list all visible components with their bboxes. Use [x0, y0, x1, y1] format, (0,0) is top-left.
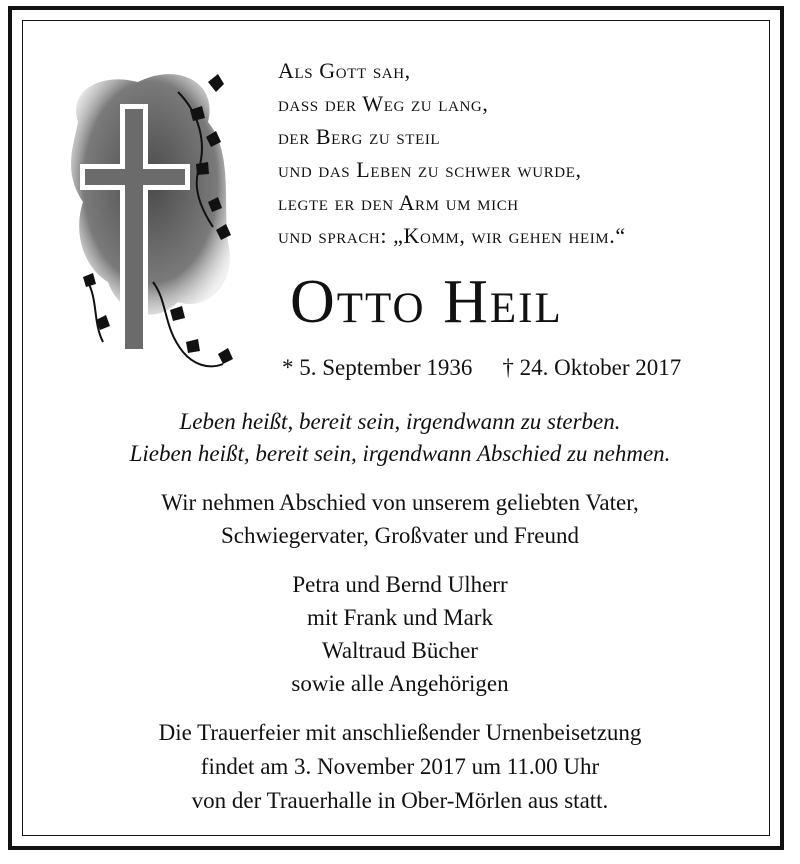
intro-line: Wir nehmen Abschied von unserem geliebten Vater,	[161, 490, 639, 515]
funeral-line: Die Trauerfeier mit anschließender Urnenbeisetzung	[158, 720, 642, 745]
death-date: † 24. Oktober 2017	[502, 355, 682, 380]
mourner-line: Waltraud Bücher	[322, 638, 478, 663]
poem-line: dass der Weg zu lang,	[278, 91, 489, 116]
cross-with-ivy-icon	[58, 52, 258, 382]
farewell-intro	[30, 486, 770, 552]
quote-line: Leben heißt, bereit sein, irgendwann zu sterben.	[179, 409, 621, 434]
funeral-notice	[30, 716, 770, 818]
funeral-line: von der Trauerhalle in Ober-Mörlen aus statt.	[191, 788, 609, 813]
mourner-line: mit Frank und Mark	[307, 605, 493, 630]
mourner-line: sowie alle Angehörigen	[291, 671, 509, 696]
poem-line: und sprach: „Komm, wir gehen heim.“	[278, 223, 626, 248]
quote-line: Lieben heißt, bereit sein, irgendwann Abschied zu nehmen.	[129, 441, 671, 466]
farewell-quote	[30, 406, 770, 470]
birth-date: * 5. September 1936	[282, 355, 473, 380]
poem-line: Als Gott sah,	[278, 58, 411, 83]
intro-line: Schwiegervater, Großvater und Freund	[220, 523, 580, 548]
poem-line: legte er den Arm um mich	[278, 190, 519, 215]
deceased-name: Otto Heil	[290, 268, 563, 336]
mourner-line: Petra und Bernd Ulherr	[292, 572, 508, 597]
poem	[278, 54, 758, 252]
poem-line: der Berg zu steil	[278, 124, 441, 149]
funeral-line: findet am 3. November 2017 um 11.00 Uhr	[200, 754, 600, 779]
poem-line: und das Leben zu schwer wurde,	[278, 157, 582, 182]
mourners-list	[30, 568, 770, 700]
life-dates	[282, 352, 752, 384]
